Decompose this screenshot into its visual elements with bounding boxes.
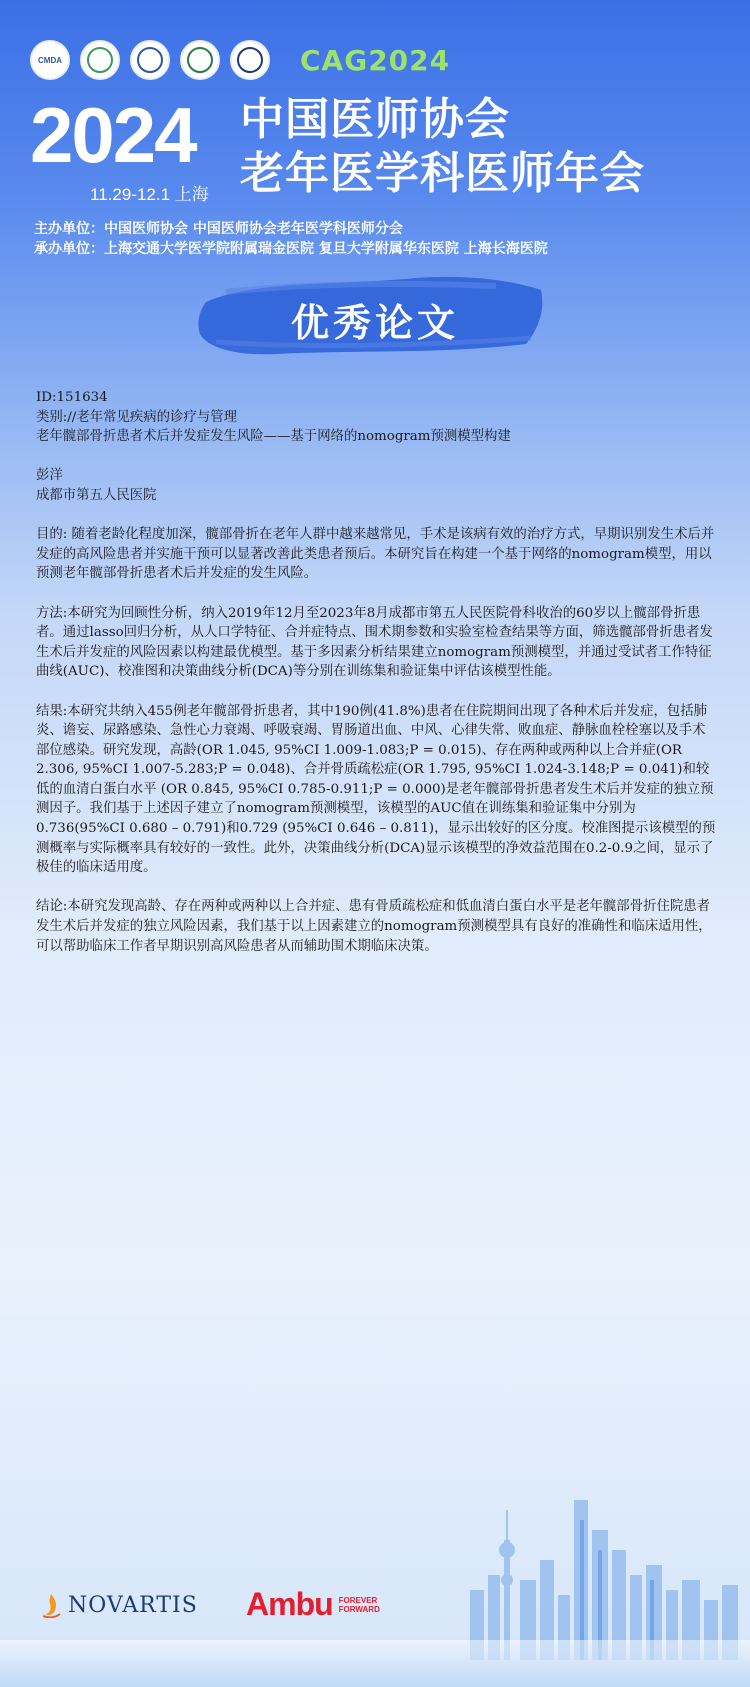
logo-emblem-icon — [137, 47, 163, 73]
paper-category: 类别://老年常见疾病的诊疗与管理 — [36, 409, 238, 425]
paper-id: ID:151634 — [36, 390, 108, 405]
abstract-body — [36, 388, 716, 956]
event-title-line1: 中国医师协会 — [240, 94, 510, 145]
novartis-logo — [40, 1592, 198, 1618]
ambu-tagline: FOREVER FORWARD — [338, 1595, 380, 1614]
paper-title: 老年髋部骨折患者术后并发症发生风险——基于网络的nomogram预测模型构建 — [36, 429, 511, 445]
cag-logo-text: CAG2024 — [300, 44, 451, 77]
paper-results: 结果:本研究共纳入455例老年髋部骨折患者，其中190例(41.8%)患者在住院期间出现了各种术后并发症，包括肺炎、谵妄、尿路感染、急性心力衰竭、呼吸衰竭、胃肠道出血、中风、心律失常、败血症、静脉血栓栓塞以及手术部位感染。研究发现，高龄(OR 1.045, 95%CI 1.009-1.083;P = 0.015)、存在两种或两种以上合并症(OR 2.306, 95%CI 1.007-5.283;P = 0.048)、合并骨质疏松症(OR 1.795, 95%CI 1.024-3.148;P = 0.041)和较低的血清白蛋白水平 (OR 0.845, 95%CI 0.785-0.911;P = 0.000)是老年髋部骨折患者发生术后并发症的独立预测因子。我们基于上述因子建立了nomogram预测模型，该模型的AUC值在训练集和验证集中分别为0.736(95%CI 0.680 – 0.791)和0.729 (95%CI 0.646 – 0.811)，显示出较好的区分度。校准图提示该模型的预测概率与实际概率具有较好的一致性。此外，决策曲线分析(DCA)显示该模型的净效益范围在0.2-0.9之间，显示了极佳的临床适用度。 — [36, 703, 716, 876]
paper-institution: 成都市第五人民医院 — [36, 487, 157, 503]
novartis-flame-icon — [40, 1592, 62, 1618]
organizer-line: 主办单位：中国医师协会 中国医师协会老年医学科医师分会 — [34, 221, 403, 237]
partner-logo-5 — [230, 40, 270, 80]
paper-methods: 方法:本研究为回顾性分析，纳入2019年12月至2023年8月成都市第五人民医院骨科收治的60岁以上髋部骨折患者。通过lasso回归分析，从人口学特征、合并症特点、围术期参数和实验室检查结果等方面，筛选髋部骨折患者发生术后并发症的风险因素以构建最优模型。基于多因素分析结果建立nomogram预测模型，并通过受试者工作特征曲线(AUC)、校准图和决策曲线分析(DCA)等分别在训练集和验证集中评估该模型性能。 — [36, 605, 713, 680]
ambu-wordmark: Ambu — [246, 1586, 333, 1622]
event-header — [0, 0, 750, 360]
logo-row — [30, 40, 270, 80]
event-year: 2024 — [30, 91, 196, 179]
banner-title: 优秀论文 — [290, 301, 459, 345]
paper-objective: 目的: 随着老龄化程度加深，髋部骨折在老年人群中越来越常见，手术是该病有效的治疗方式，早期识别发生术后并发症的高风险患者并实施干预可以显著改善此类患者预后。本研究旨在构建一个基于网络的nomogram模型，用以预测老年髋部骨折患者术后并发症的发生风险。 — [36, 527, 715, 582]
novartis-wordmark: NOVARTIS — [68, 1592, 198, 1618]
logo-emblem-icon — [237, 47, 263, 73]
paper-author: 彭洋 — [36, 468, 63, 484]
logo-emblem-icon — [187, 47, 213, 73]
partner-logo-3 — [130, 40, 170, 80]
footer-band — [0, 1640, 750, 1687]
city-skyline-illustration — [460, 1480, 750, 1660]
cmda-logo: CMDA — [30, 40, 70, 80]
event-date: 11.29-12.1 上海 — [90, 185, 209, 204]
co-organizer-line: 承办单位：上海交通大学医学院附属瑞金医院 复旦大学附属华东医院 上海长海医院 — [34, 241, 548, 257]
logo-emblem-icon — [87, 47, 113, 73]
partner-logo-2 — [80, 40, 120, 80]
ambu-logo — [246, 1586, 380, 1623]
event-title-line2: 老年医学科医师年会 — [240, 148, 645, 199]
partner-logo-4 — [180, 40, 220, 80]
paper-conclusion: 结论:本研究发现高龄、存在两种或两种以上合并症、患有骨质疏松症和低血清白蛋白水平是老年髋部骨折住院患者发生术后并发症的独立风险因素，我们基于以上因素建立的nomogram预测模型具有良好的准确性和临床适用性，可以帮助临床工作者早期识别高风险患者从而辅助围术期临床决策。 — [36, 899, 712, 954]
